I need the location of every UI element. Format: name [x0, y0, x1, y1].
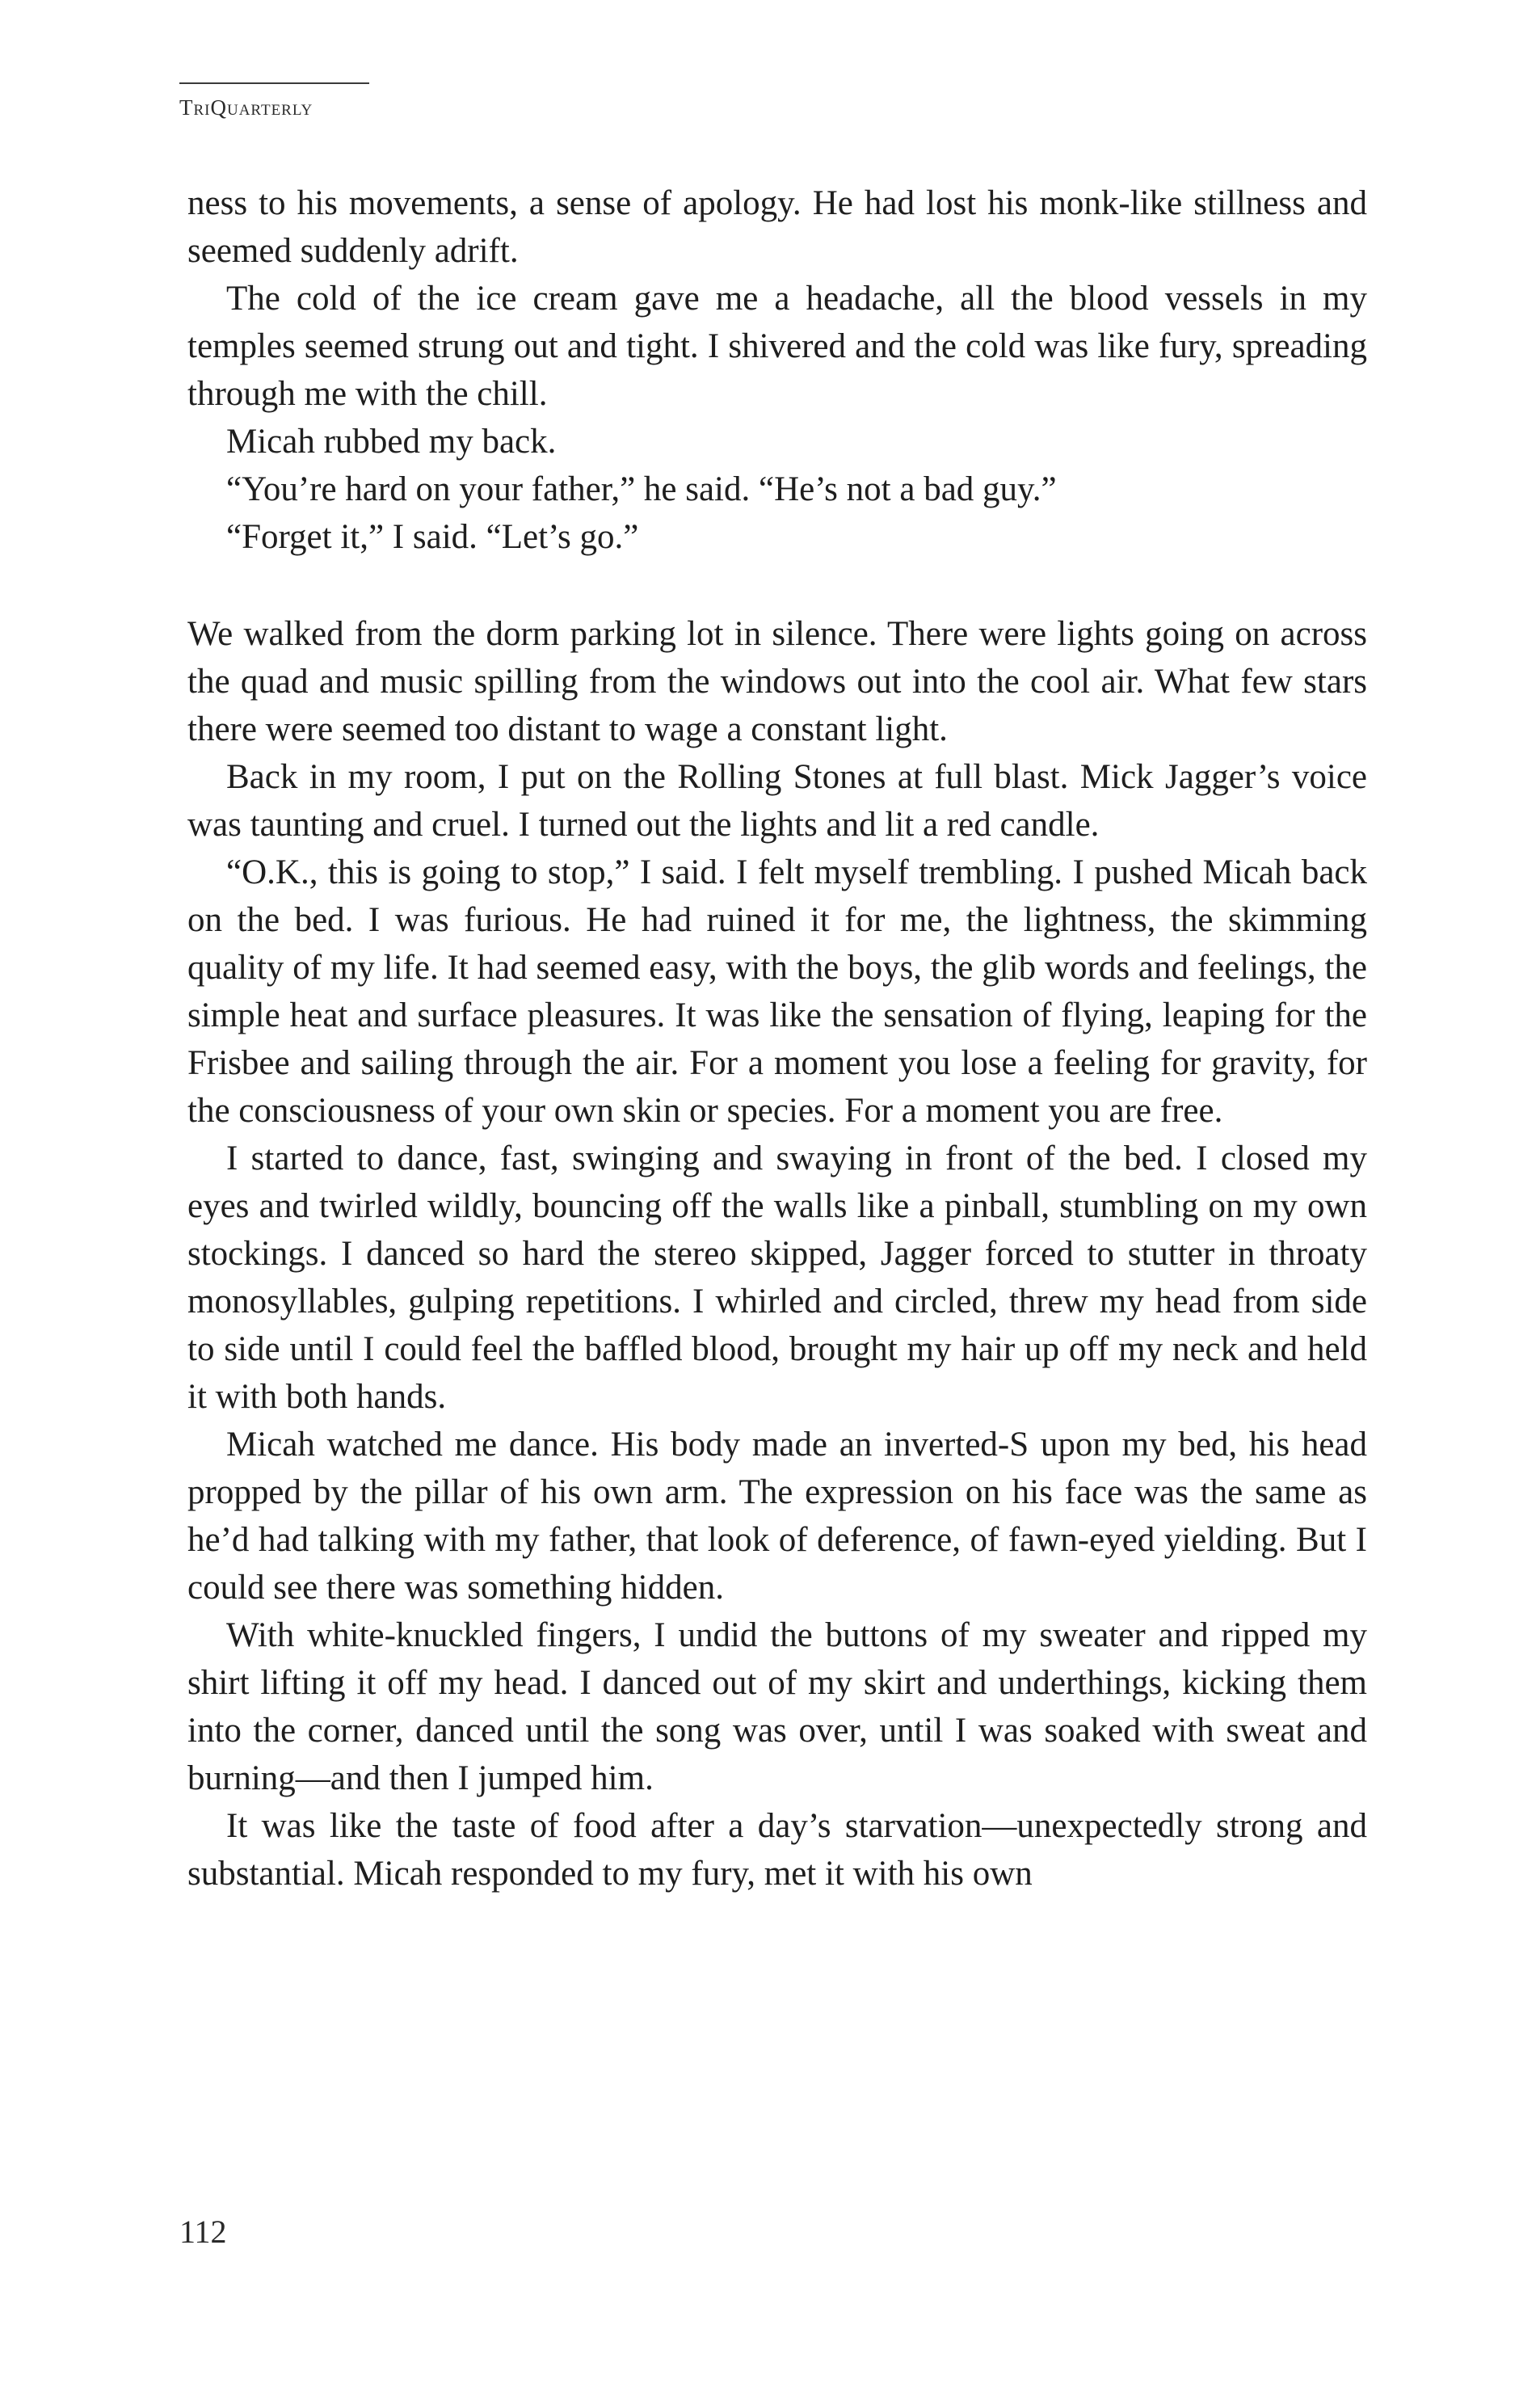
- paragraph: ness to his movements, a sense of apology. He had lost his monk-like stillness and seemed suddenly adrift.: [187, 184, 1367, 270]
- page-number: 112: [179, 2214, 227, 2250]
- paragraph: I started to dance, fast, swinging and swaying in front of the bed. I closed my eyes and twirled wildly, bouncing off the walls like a pinball, stumbling on my own stockings. I danced so hard the stereo skipped, Jagger forced to stutter in throaty monosyllables, gulping repetitions. I whirled and circled, threw my head from side to side until I could feel the baffled blood, brought my hair up off my neck and held it with both hands.: [187, 1139, 1367, 1416]
- paragraph: “O.K., this is going to stop,” I said. I felt myself trembling. I pushed Micah back on the bed. I was furious. He had ruined it for me, the lightness, the skimming quality of my life. It had seemed easy, with the boys, the glib words and feelings, the simple heat and surface pleasures. It was like the sensation of flying, leaping for the Frisbee and sailing through the air. For a moment you lose a feeling for gravity, for the consciousness of your own skin or species. For a moment you are free.: [187, 853, 1367, 1130]
- paragraph: Back in my room, I put on the Rolling Stones at full blast. Mick Jagger’s voice was taunting and cruel. I turned out the lights and lit a red candle.: [187, 758, 1367, 844]
- running-head: TriQuarterly: [179, 95, 313, 120]
- paragraph: “You’re hard on your father,” he said. “He’s not a bad guy.”: [226, 470, 1057, 508]
- paragraph: Micah rubbed my back.: [226, 423, 557, 461]
- body-text: [187, 179, 1367, 1898]
- paragraph: It was like the taste of food after a day’s starvation—unexpectedly strong and substantial. Micah responded to my fury, met it with his own: [187, 1807, 1367, 1893]
- paragraph: “Forget it,” I said. “Let’s go.”: [226, 518, 639, 556]
- paragraph: With white-knuckled fingers, I undid the buttons of my sweater and ripped my shirt lifting it off my head. I danced out of my skirt and underthings, kicking them into the corner, danced until the song was over, until I was soaked with sweat and burning—and then I jumped him.: [187, 1616, 1367, 1797]
- paragraph: The cold of the ice cream gave me a headache, all the blood vessels in my temples seemed strung out and tight. I shivered and the cold was like fury, spreading through me with the chill.: [187, 280, 1367, 413]
- paragraph: Micah watched me dance. His body made an inverted-S upon my bed, his head propped by the pillar of his own arm. The expression on his face was the same as he’d had talking with my father, that look of deference, of fawn-eyed yielding. But I could see there was something hidden.: [187, 1426, 1367, 1607]
- header-rule: [179, 82, 369, 84]
- paragraph: We walked from the dorm parking lot in silence. There were lights going on across the quad and music spilling from the windows out into the cool air. What few stars there were seemed too distant to wage a constant light.: [187, 615, 1367, 748]
